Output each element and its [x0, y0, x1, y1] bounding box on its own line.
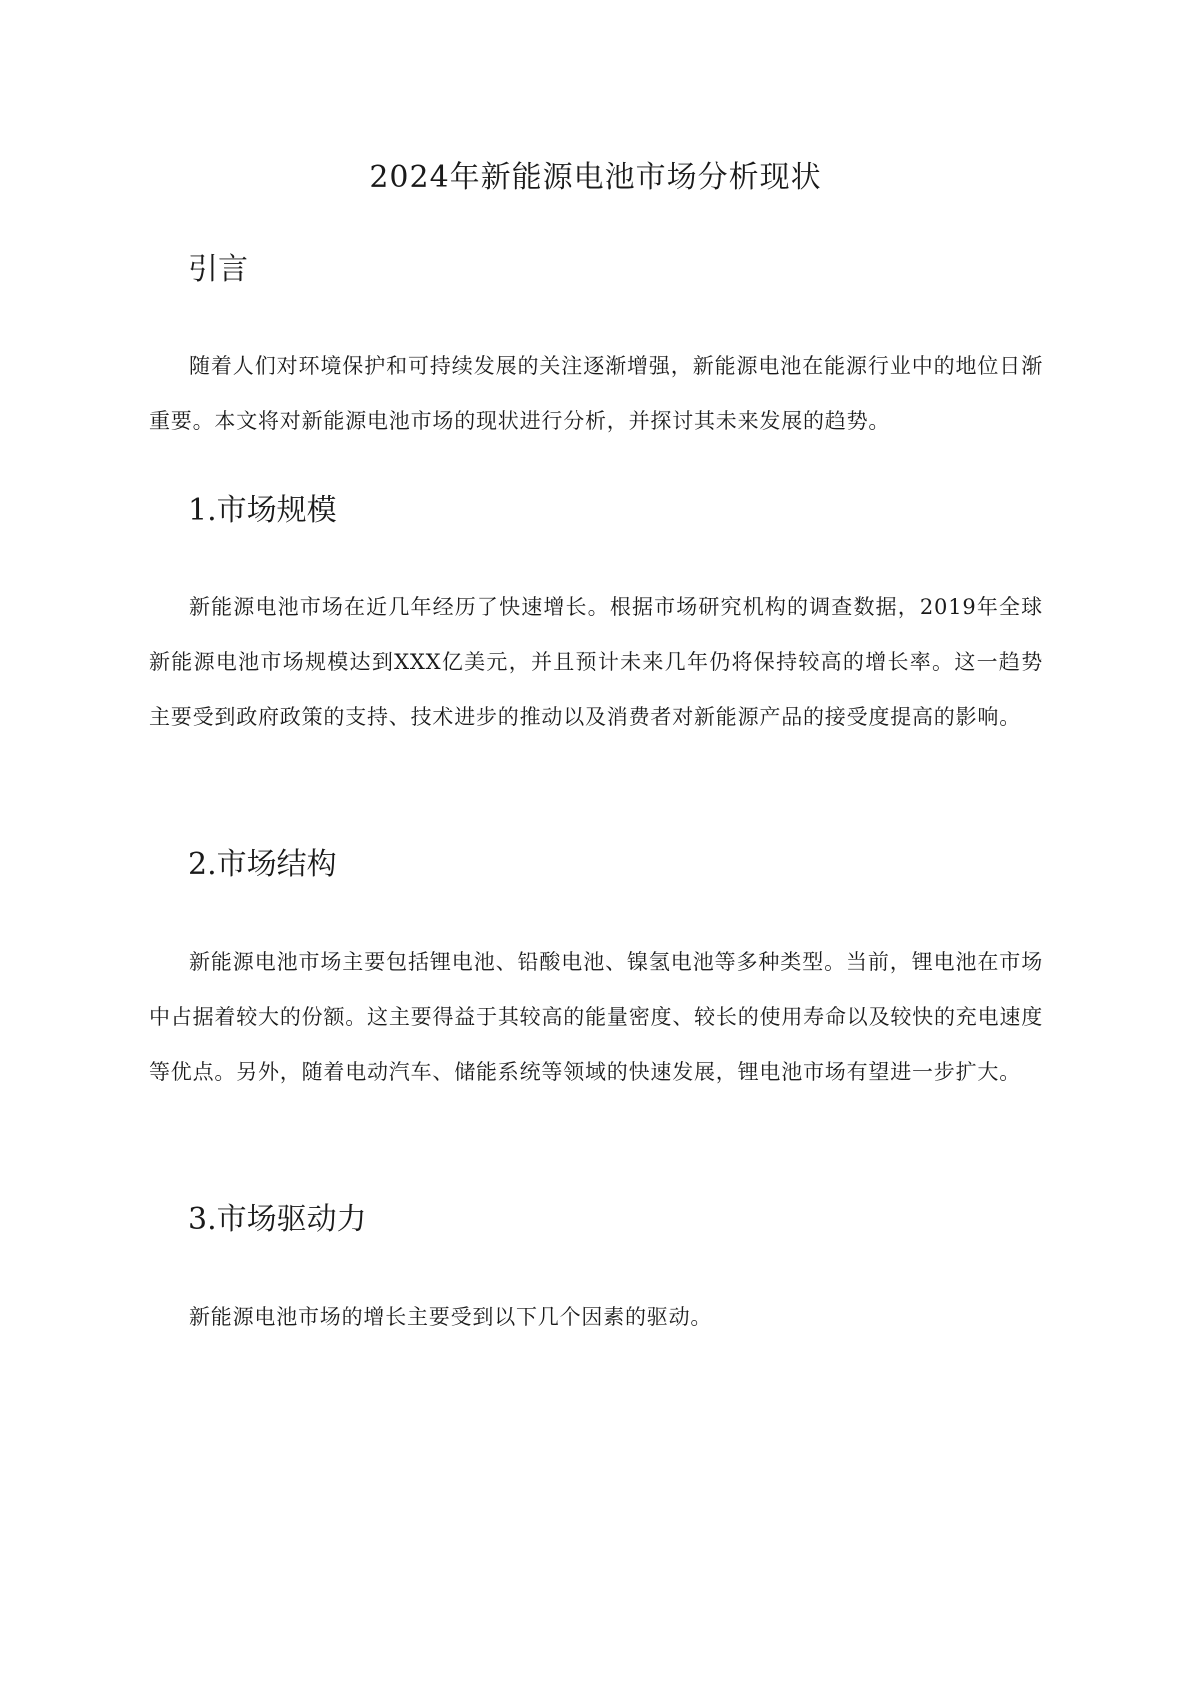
document-title: 2024年新能源电池市场分析现状 [369, 160, 822, 195]
section-heading-market-drivers: 3.市场驱动力 [188, 1202, 367, 1237]
paragraph-market-drivers: 新能源电池市场的增长主要受到以下几个因素的驱动。 [189, 1305, 713, 1329]
section-heading-market-size: 1.市场规模 [188, 493, 337, 528]
paragraph-market-size: 新能源电池市场在近几年经历了快速增长。根据市场研究机构的调查数据，2019年全球新能源电池市场规模达到XXX亿美元，并且预计未来几年仍将保持较高的增长率。这一趋势主要受到政府政策的支持、技术进步的推动以及消费者对新能源产品的接受度提高的影响。 [149, 595, 1043, 729]
paragraph-market-structure: 新能源电池市场主要包括锂电池、铅酸电池、镍氢电池等多种类型。当前，锂电池在市场中占据着较大的份额。这主要得益于其较高的能量密度、较长的使用寿命以及较快的充电速度等优点。另外，随着电动汽车、储能系统等领域的快速发展，锂电池市场有望进一步扩大。 [149, 950, 1043, 1084]
section-heading-market-structure: 2.市场结构 [188, 847, 337, 882]
paragraph-introduction: 随着人们对环境保护和可持续发展的关注逐渐增强，新能源电池在能源行业中的地位日渐重要。本文将对新能源电池市场的现状进行分析，并探讨其未来发展的趋势。 [149, 354, 1043, 433]
section-heading-introduction: 引言 [188, 252, 248, 287]
